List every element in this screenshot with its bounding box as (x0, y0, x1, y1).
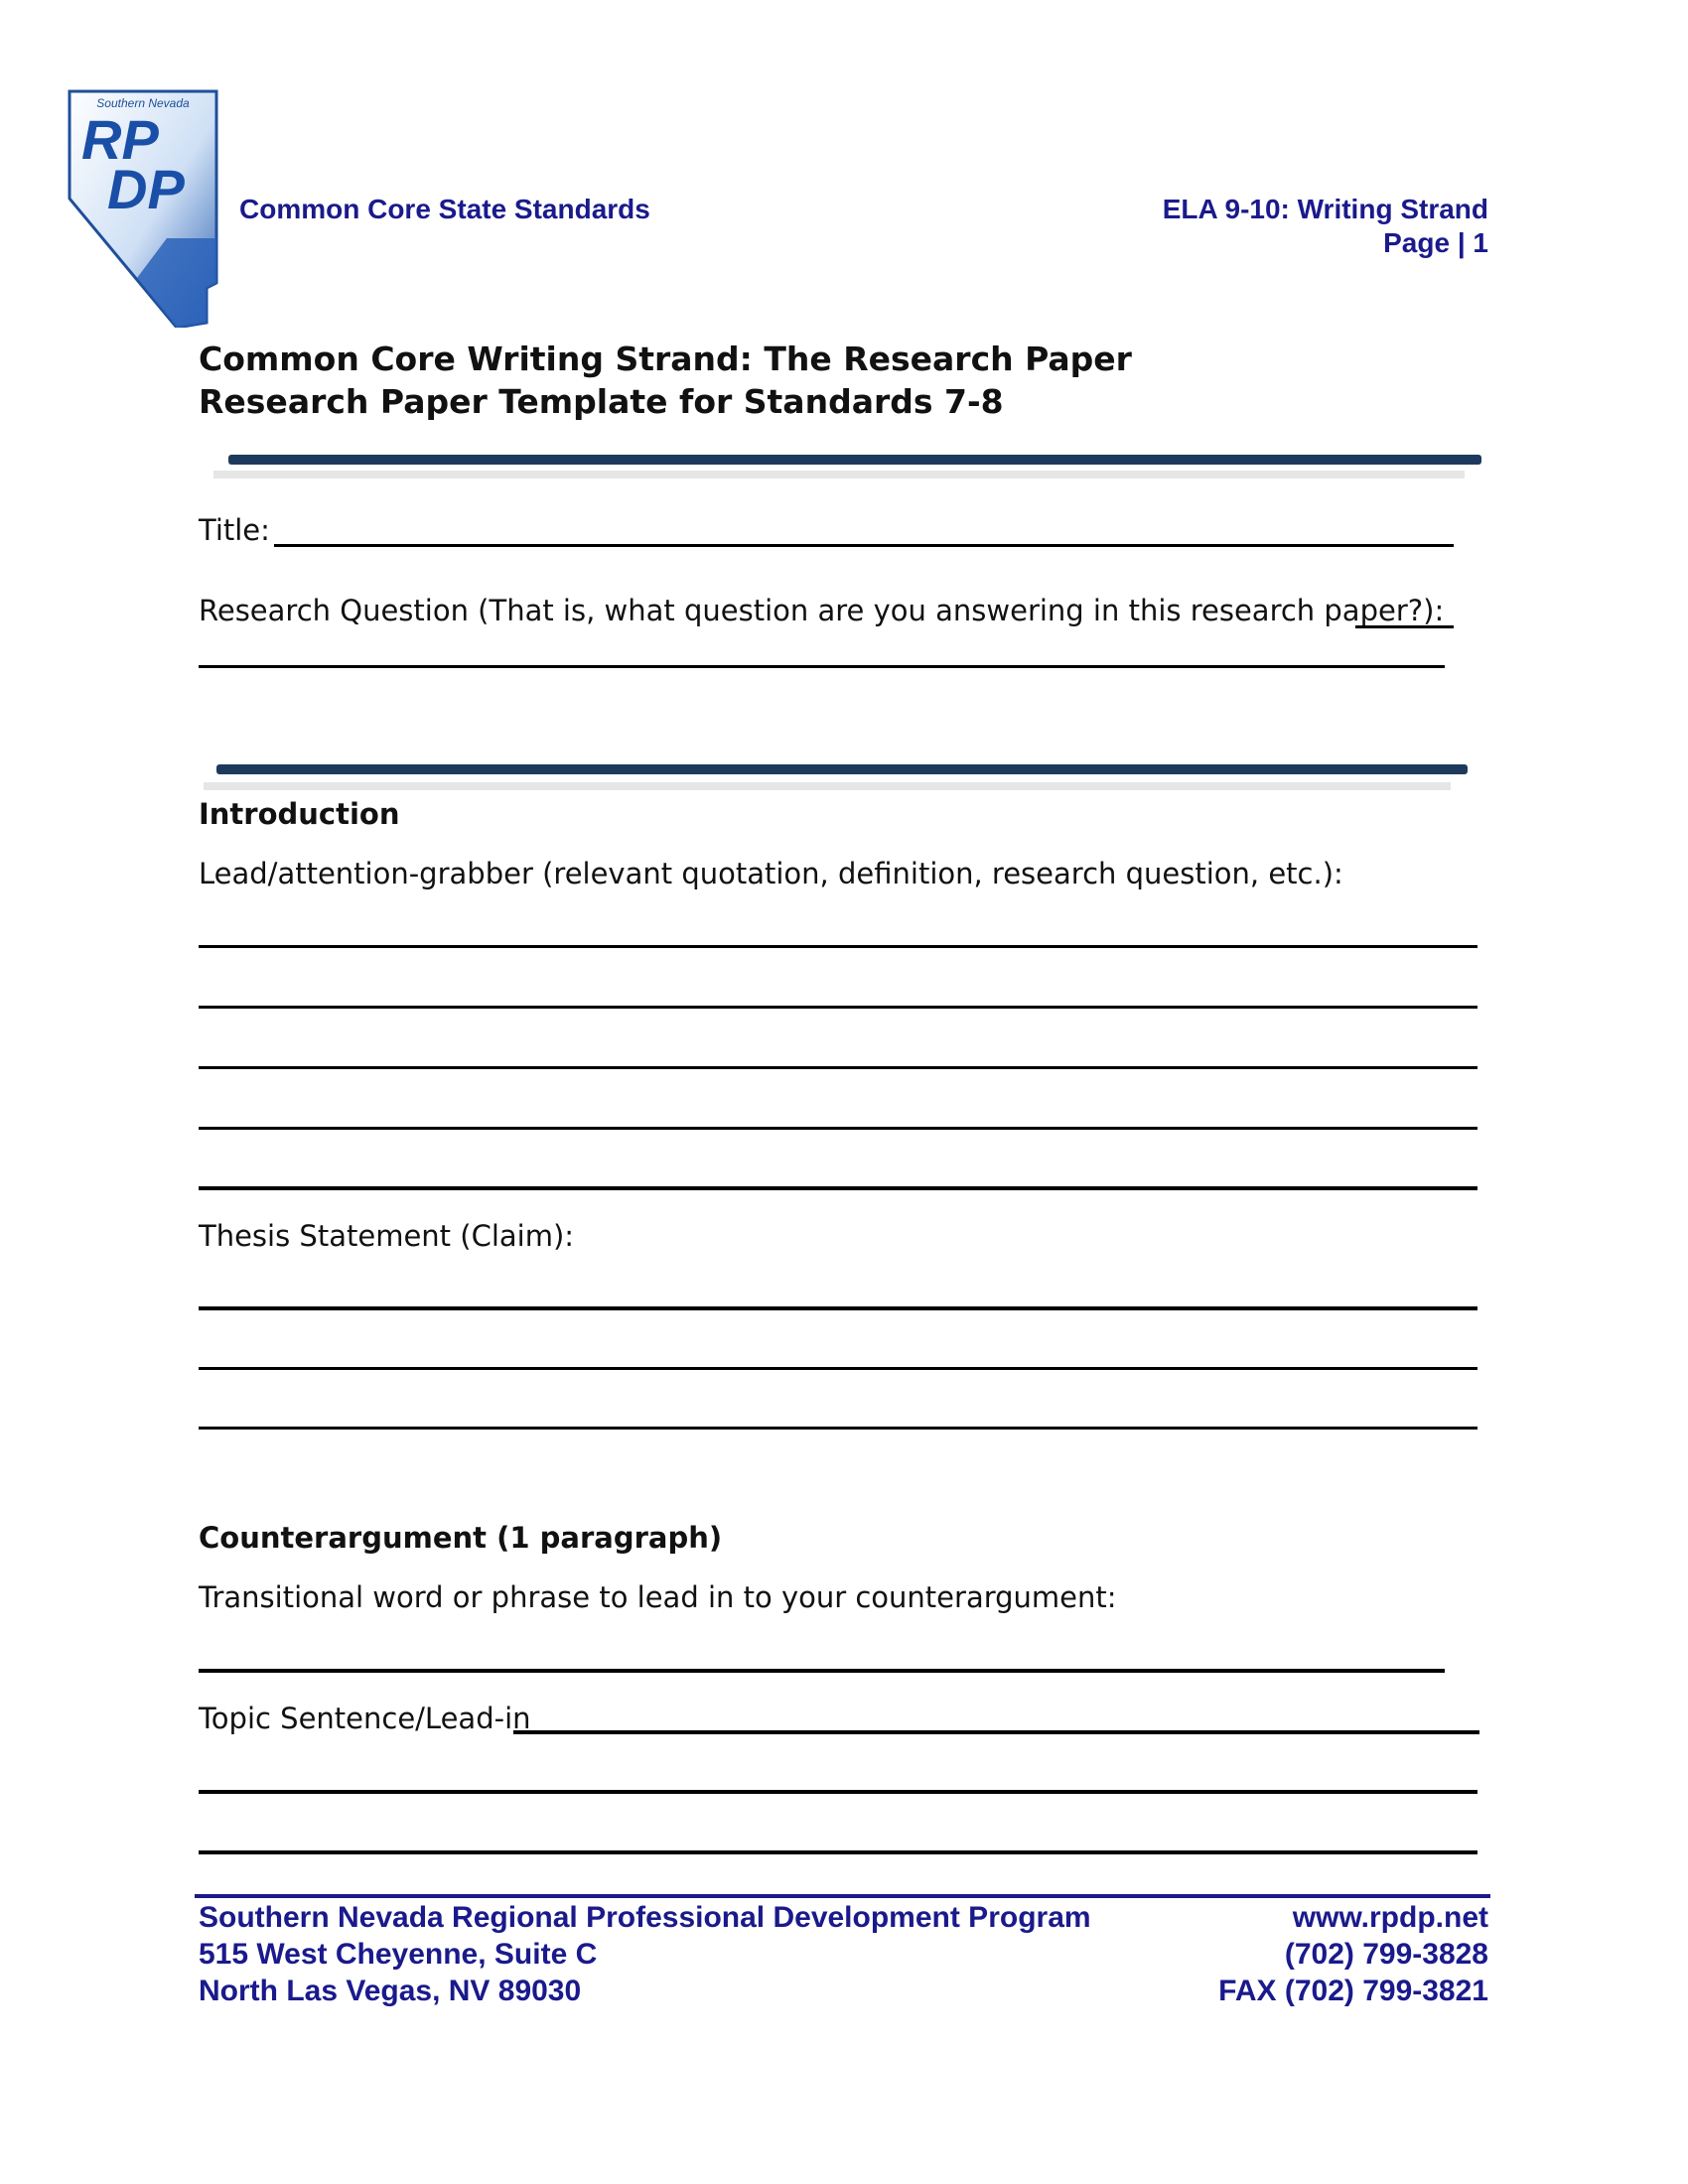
header-page-number: Page | 1 (1383, 227, 1488, 258)
research-question-label: Research Question (That is, what question are you answering in this research paper?): (199, 594, 1445, 627)
lead-label: Lead/attention-grabber (relevant quotation, definition, research question, etc.): (199, 857, 1343, 890)
divider-shadow (213, 471, 1465, 478)
research-question-line-1[interactable] (1355, 625, 1454, 628)
research-question-line-2[interactable] (199, 665, 1445, 668)
footer-phone: (702) 799-3828 (1284, 1938, 1488, 1971)
title-line-1: Common Core Writing Strand: The Research Paper (199, 340, 1132, 378)
thesis-line[interactable] (199, 1367, 1477, 1370)
footer-right (1218, 1899, 1488, 2009)
counterargument-heading: Counterargument (1 paragraph) (199, 1521, 723, 1555)
footer-website[interactable]: www.rpdp.net (1292, 1901, 1488, 1934)
divider-shadow (204, 782, 1451, 790)
section-divider (228, 455, 1481, 465)
lead-line[interactable] (199, 1006, 1477, 1009)
transition-label: Transitional word or phrase to lead in to your counterargument: (199, 1580, 1117, 1614)
lead-line[interactable] (199, 1127, 1477, 1130)
transition-line[interactable] (199, 1669, 1445, 1673)
footer-org: Southern Nevada Regional Professional Development Program (199, 1901, 1091, 1934)
title-line-2: Research Paper Template for Standards 7-8 (199, 382, 1004, 421)
lead-line[interactable] (199, 945, 1477, 948)
footer-fax: FAX (702) 799-3821 (1218, 1975, 1488, 2007)
header-left-text: Common Core State Standards (239, 194, 650, 224)
logo-rp: RP (81, 108, 159, 171)
title-label: Title: (199, 513, 270, 547)
footer-address-1: 515 West Cheyenne, Suite C (199, 1938, 598, 1971)
header-right (1163, 193, 1488, 260)
title-input-line[interactable] (274, 544, 1454, 547)
section-divider (216, 764, 1468, 774)
document-title (199, 338, 1132, 423)
topic-sentence-line-1[interactable] (513, 1730, 1479, 1734)
footer-rule (195, 1894, 1490, 1898)
topic-sentence-line[interactable] (199, 1850, 1477, 1854)
lead-line[interactable] (199, 1066, 1477, 1069)
thesis-line[interactable] (199, 1306, 1477, 1310)
introduction-heading: Introduction (199, 797, 400, 831)
topic-sentence-line[interactable] (199, 1790, 1477, 1794)
logo-dp: DP (107, 158, 185, 220)
thesis-label: Thesis Statement (Claim): (199, 1219, 575, 1253)
logo-top-text: Southern Nevada (96, 96, 190, 110)
topic-sentence-label: Topic Sentence/Lead-in (199, 1702, 531, 1735)
lead-line[interactable] (199, 1186, 1477, 1190)
footer-left (199, 1899, 1091, 2009)
footer-address-2: North Las Vegas, NV 89030 (199, 1975, 582, 2007)
rpdp-logo (68, 89, 221, 328)
thesis-line[interactable] (199, 1427, 1477, 1430)
header-course: ELA 9-10: Writing Strand (1162, 194, 1488, 224)
